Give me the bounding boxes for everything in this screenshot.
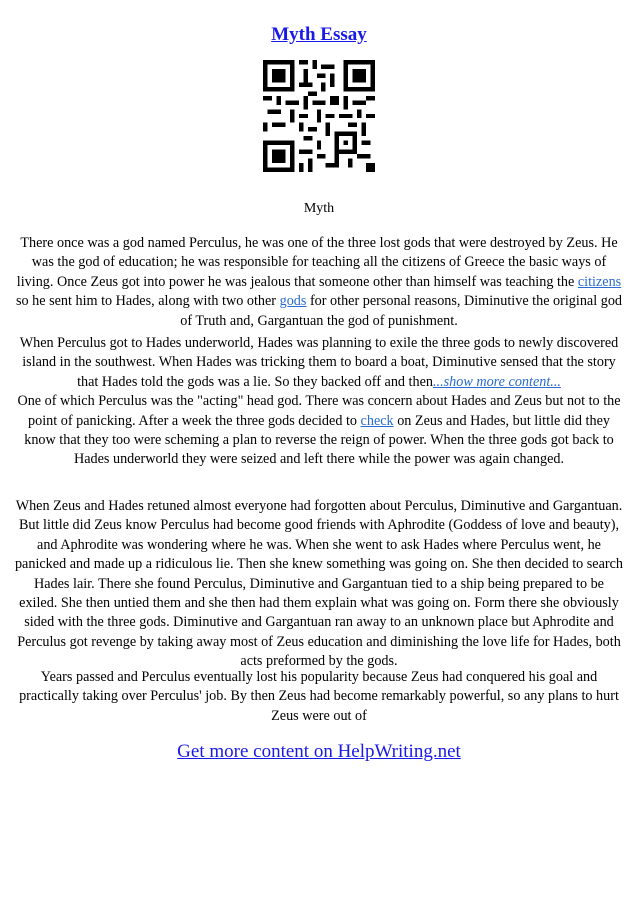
page-title (0, 24, 638, 46)
paragraph-3: When Zeus and Hades retuned almost everyone had forgotten about Perculus, Diminutive and Gargantuan. But little did Zeus know Perculus had become good friends with Aphrodite (Goddess of love and beauty), and Aphrodite was wondering where he was. When she went to ask Hades where Perculus went, he panicked and made up a ridiculous lie. Then she knew something was going on. She then decided to search Hades lair. There she found Perculus, Diminutive and Gargantuan tied to a ship being prepared to be exiled. She then untied them and she then had them explain what was going on. Form there she obviously sided with the three gods. Diminutive and Gargantuan ran away to an unknown place but Aphrodite and Perculus got revenge by taking away most of Zeus education and diminishing the love life for Hades, both acts preformed by the gods. (14, 498, 624, 670)
title-link[interactable]: Myth Essay (271, 24, 367, 45)
helpwriting-link[interactable]: Get more content on HelpWriting.net (177, 741, 461, 762)
gods-link[interactable]: gods (279, 293, 307, 310)
check-link[interactable]: check (360, 412, 394, 429)
footer-cta (0, 741, 638, 763)
paragraph-1: There once was a god named Perculus, he was one of the three lost gods that were destroyed by Zeus. He was the god of education; he was responsible for teaching all the citizens of Greece the basic ways of living. Once Zeus got into power he was jealous that someone other than himself was teaching the citizens so he sent him to Hades, along with two other gods for other personal reasons, Diminutive the original god of Truth and, Gargantuan the god of punishment. (15, 235, 623, 329)
qr-code (263, 60, 375, 172)
paragraph-2: When Perculus got to Hades underworld, Hades was planning to exile the three gods to newly discovered island in the southwest. When Hades was tricking them to board a boat, Diminutive sensed that the story that Hades told the gods was a lie. So they backed off and then...show more content... One of which Perculus was the "acting" head god. There was concern about Hades and Zeus but not to the point of panicking. After a week the three gods decided to check on Zeus and Hades, but little did they know that they too were scheming a plan to reverse the reign of power. When the three gods got back to Hades underworld they were seized and left there while the power was again changed. (17, 335, 621, 468)
citizens-link[interactable]: citizens (577, 273, 622, 290)
essay-subtitle: Myth (303, 201, 335, 216)
show-more-link[interactable]: ...show more content... (432, 373, 561, 390)
paragraph-4: Years passed and Perculus eventually lost his popularity because Zeus had conquered his goal and practically taking over Perculus' job. By then Zeus had become remarkably powerful, so any plans to hurt Zeus were out of (19, 669, 619, 724)
